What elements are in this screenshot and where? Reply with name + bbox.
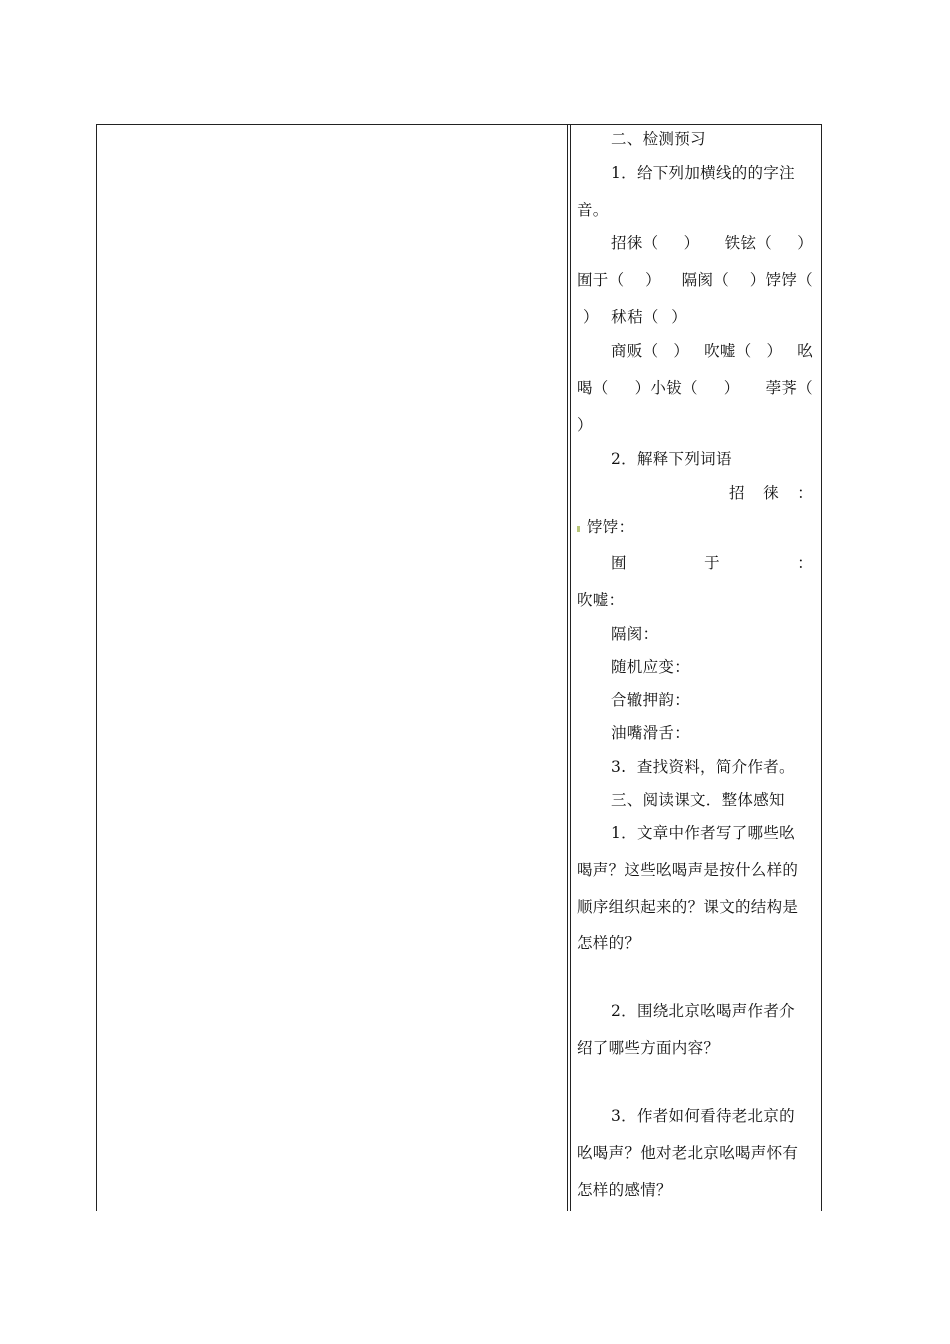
term-colon: ：	[797, 484, 813, 502]
term-char: 于	[704, 554, 720, 572]
question-2: 2．解释下列词语	[611, 450, 732, 468]
reading-question-2-line-2: 绍了哪些方面内容？	[577, 1039, 720, 1057]
pinyin-item: ）	[797, 234, 813, 252]
pinyin-item: ）	[766, 342, 783, 360]
pinyin-row-4	[611, 341, 813, 361]
table-right-border	[821, 124, 822, 1211]
pinyin-item: 喝（	[577, 379, 609, 397]
pinyin-row-6: ）	[577, 416, 593, 434]
term-char: 徕	[763, 484, 779, 502]
notes-column	[97, 125, 567, 1211]
section-heading-reading: 三、阅读课文．整体感知	[611, 791, 785, 809]
pinyin-item: 秫秸（	[611, 308, 659, 326]
table-column-divider-inner	[570, 124, 571, 1211]
reading-question-1-line-3: 顺序组织起来的？课文的结构是	[577, 898, 799, 916]
pinyin-row-2	[577, 270, 813, 290]
pinyin-row-3	[583, 307, 687, 327]
pinyin-item: ）	[683, 234, 700, 252]
pinyin-item: 荸荠（	[765, 379, 813, 397]
question-1-line-1: 1．给下列加横线的的字注	[611, 164, 795, 182]
reading-question-2-line-1: 2．围绕北京吆喝声作者介	[611, 1002, 795, 1020]
term-row-2	[611, 553, 813, 573]
term-char: 招	[729, 484, 745, 502]
term-row-4: 随机应变：	[611, 658, 691, 676]
preview-column	[577, 125, 815, 1211]
term-row-5: 合辙押韵：	[611, 691, 691, 709]
pinyin-item: ）饽饽（	[749, 271, 813, 289]
pinyin-row-1	[611, 233, 813, 253]
pinyin-item: 招徕（	[611, 234, 659, 252]
term-char: 囿	[611, 554, 627, 572]
term-row-3: 隔阂：	[611, 625, 659, 643]
pinyin-item: 隔阂（	[681, 271, 730, 289]
term-colon: ：	[797, 554, 813, 572]
pinyin-item: ）	[645, 271, 661, 289]
question-1-line-2: 音。	[577, 201, 609, 219]
reading-question-1-line-4: 怎样的？	[577, 934, 641, 952]
reading-question-3-line-3: 怎样的感情？	[577, 1181, 672, 1199]
table-column-divider	[567, 124, 568, 1211]
pinyin-item: ）	[671, 308, 687, 326]
reading-question-3-line-1: 3．作者如何看待老北京的	[611, 1107, 795, 1125]
pinyin-item: 吹嘘（	[704, 342, 752, 360]
term-row-6: 油嘴滑舌：	[611, 724, 691, 742]
pinyin-item: 囿于（	[577, 271, 625, 289]
pinyin-item: 商贩（	[611, 342, 659, 360]
pinyin-item: 吆	[797, 342, 813, 360]
pinyin-row-5	[577, 378, 813, 398]
question-3: 3. 查找资料，简介作者。	[611, 758, 795, 776]
term-row-1b: 饽饽：	[587, 518, 635, 536]
pinyin-item: ）	[723, 379, 740, 397]
pinyin-item: ）	[583, 308, 599, 326]
term-row-2b: 吹嘘：	[577, 591, 625, 609]
pinyin-item: ）	[673, 342, 690, 360]
term-row-1	[729, 483, 813, 503]
reading-question-3-line-2: 吆喝声？他对老北京吆喝声怀有	[577, 1144, 799, 1162]
pinyin-item: ）小钹（	[634, 379, 698, 397]
decorative-mark	[577, 526, 580, 532]
reading-question-1-line-1: 1．文章中作者写了哪些吆	[611, 824, 795, 842]
section-heading-preview: 二、检测预习	[611, 130, 706, 148]
reading-question-1-line-2: 喝声？这些吆喝声是按什么样的	[577, 861, 799, 879]
pinyin-item: 铁铉（	[724, 234, 772, 252]
